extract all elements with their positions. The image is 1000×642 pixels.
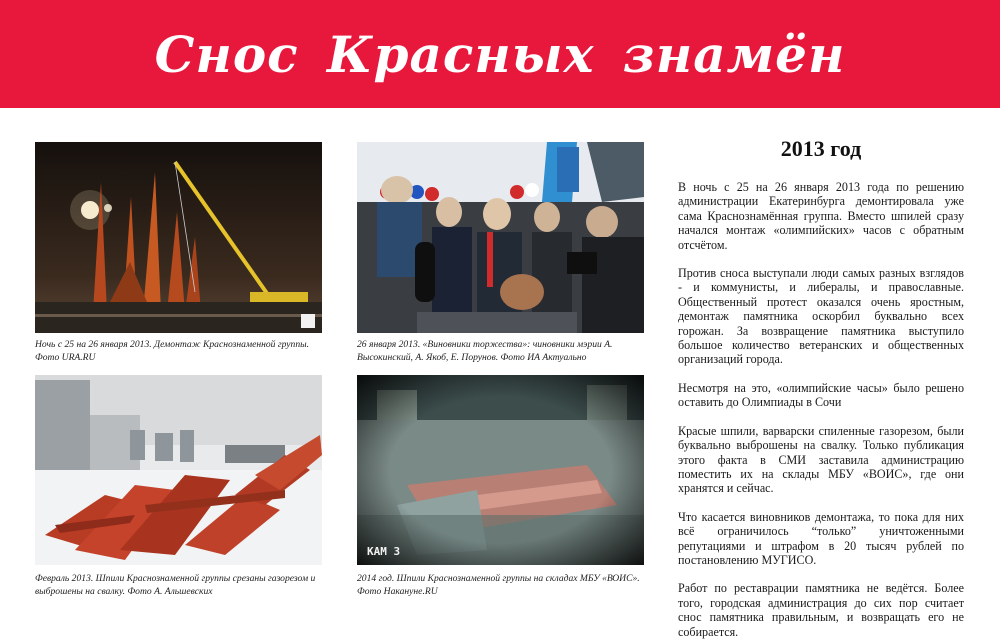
article-paragraph: Красые шпили, варварски спиленные газорезом, были буквально выброшены на свалку. Только публикация этого факта в СМИ заставила администрацию поместить их на склады МБУ «ВОИС», где они хранятся и сейчас. (678, 423, 964, 496)
article-text (678, 180, 964, 642)
title-banner (0, 0, 1000, 108)
camera-label: КАМ 3 (367, 545, 401, 558)
year-heading: 2013 год (780, 136, 862, 161)
article-paragraph: Несмотря на это, «олимпийские часы» было решено оставить до Олимпиады в Сочи (678, 380, 964, 410)
photo-caption: Ночь с 25 на 26 января 2013. Демонтаж Краснознаменной группы. Фото URA.RU (35, 339, 310, 363)
photo-caption: Февраль 2013. Шпили Краснознаменной группы срезаны газорезом и выброшены на свалку. Фото А. Альшевских (35, 573, 316, 597)
article-paragraph: В ночь с 25 на 26 января 2013 года по решению администрации Екатеринбурга демонтировала уже сама Краснознамённая группа. Вместо шпилей сразу начался монтаж «олимпийских» часов с обратным отсчётом. (678, 180, 964, 252)
article-paragraph: Что касается виновников демонтажа, то пока для них всё ограничилось “только” уничтоженными репутациями и штрафом в 20 тысяч рублей по постановлению МУГИСО. (678, 509, 964, 567)
night-crane-photo (35, 142, 322, 333)
article-paragraph: Против сноса выступали люди самых разных взглядов - и коммунисты, и либералы, и православные. Общественный протест оказался очень яростным, демонтаж памятника оскорбил буквально всех горожан. За возвращение памятника выступило большое количество ветеранских и общественных организаций города. (678, 266, 964, 367)
page-title: Снос Красных знамён (154, 24, 846, 84)
photo-cut-spires (35, 375, 322, 565)
article-paragraph: Работ по реставрации памятника не ведётся. Более того, городская администрация до сих пор считает снос памятника правильным, и возвращать его не собирается. (678, 581, 964, 639)
warehouse-camera-photo (357, 375, 644, 565)
photo-caption: 2014 год. Шпили Краснознаменной группы на складах МБУ «ВОИС». Фото Накануне.RU (357, 573, 640, 597)
cut-spires-snow-photo (35, 375, 322, 565)
photo-press-crowd (357, 142, 644, 333)
press-crowd-photo (357, 142, 644, 333)
photo-warehouse-camera (357, 375, 644, 565)
photo-night-dismantling (35, 142, 322, 333)
photo-caption: 26 января 2013. «Виновники торжества»: чиновники мэрии А. Высокинский, А. Якоб, Е. Порунов. Фото ИА Актуально (357, 339, 613, 363)
